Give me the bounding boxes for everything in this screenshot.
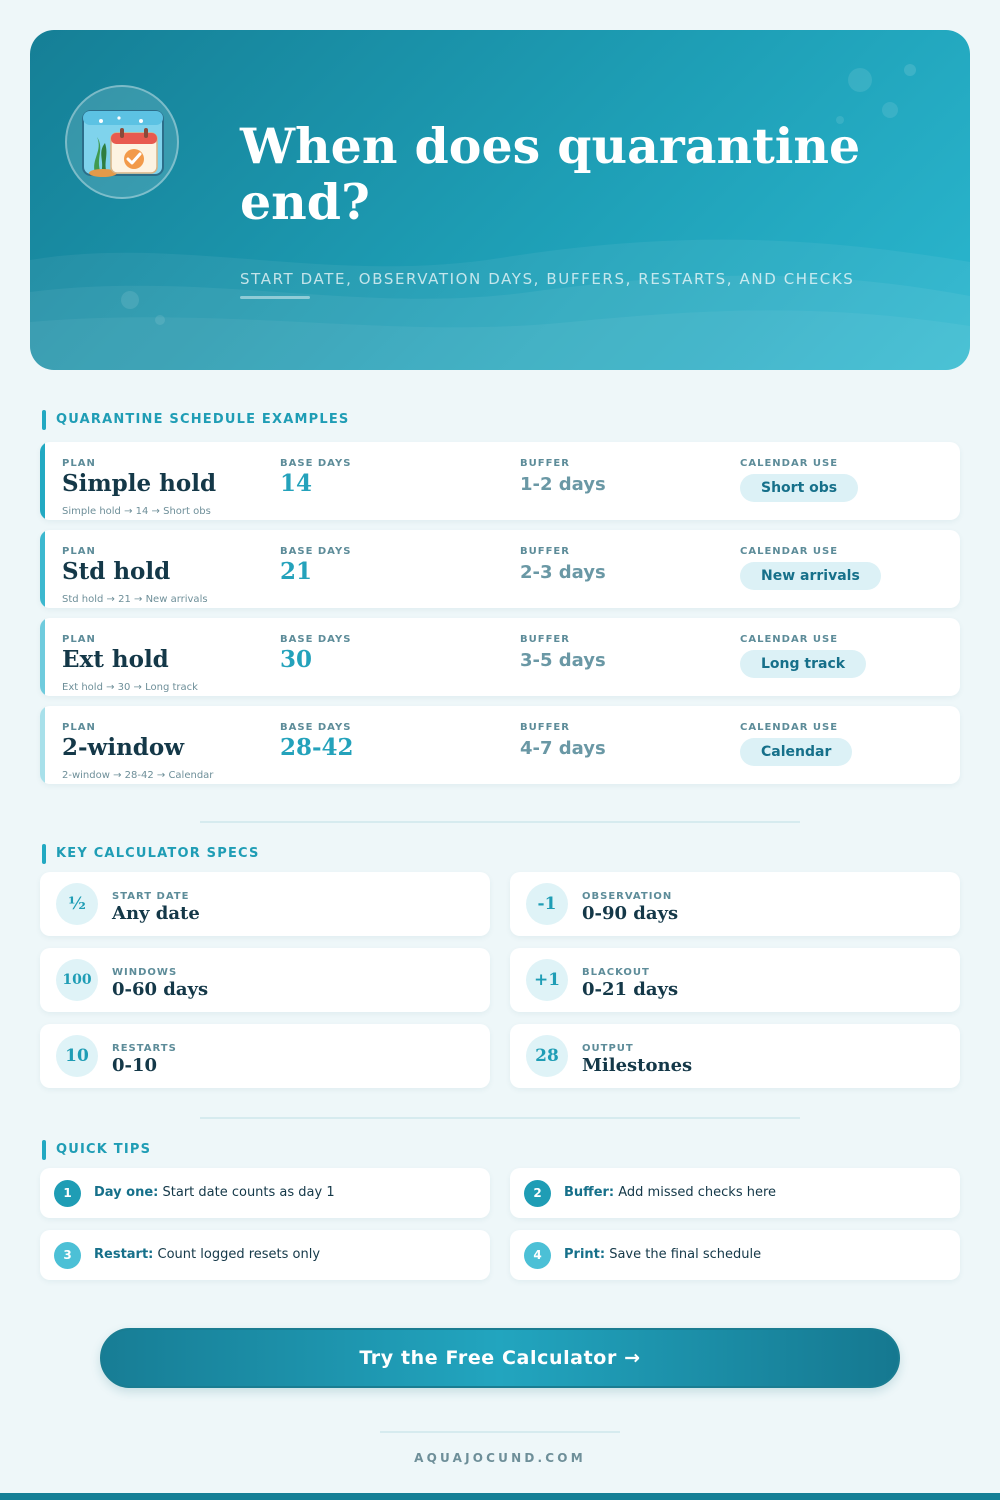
spec-value: 0-90 days	[582, 903, 679, 924]
spec-badge: -1	[526, 883, 568, 925]
spec-card	[510, 872, 960, 936]
footer-site-link[interactable]: AQUAJOCUND.COM	[414, 1451, 586, 1465]
tip-card	[40, 1230, 490, 1280]
spec-badge: ½	[56, 883, 98, 925]
spec-label: WINDOWS	[112, 967, 178, 978]
row-accent-bar	[40, 618, 45, 696]
title-underline	[240, 296, 310, 299]
divider	[200, 1117, 800, 1119]
tip-text	[94, 1247, 320, 1262]
plan-caption: 2-window → 28-42 → Calendar	[62, 770, 214, 781]
tip-title: Print:	[564, 1247, 606, 1262]
plan-column-label: PLAN	[62, 634, 96, 645]
spec-label: START DATE	[112, 891, 190, 902]
bottom-bar	[0, 1493, 1000, 1500]
spec-value: 0-60 days	[112, 979, 209, 1000]
plan-name: 2-window	[62, 734, 185, 761]
spec-badge: 100	[56, 959, 98, 1001]
plan-name: Ext hold	[62, 646, 169, 673]
divider	[200, 821, 800, 823]
plan-column-label: PLAN	[62, 546, 96, 557]
plan-row	[40, 618, 960, 696]
calendar-use-pill: Short obs	[740, 474, 858, 502]
tip-body: Count logged resets only	[153, 1247, 321, 1262]
schedule-heading: QUARANTINE SCHEDULE EXAMPLES	[42, 410, 349, 430]
plan-caption: Simple hold → 14 → Short obs	[62, 506, 211, 517]
calendar-use-pill: New arrivals	[740, 562, 881, 590]
spec-badge: 28	[526, 1035, 568, 1077]
buffer-value: 3-5 days	[520, 650, 606, 671]
spec-value: Any date	[112, 903, 200, 924]
tip-title: Restart:	[94, 1247, 154, 1262]
tip-body: Save the final schedule	[605, 1247, 762, 1262]
plan-name: Std hold	[62, 558, 171, 585]
spec-label: RESTARTS	[112, 1043, 177, 1054]
tip-title: Day one:	[94, 1185, 159, 1200]
buffer-column-label: BUFFER	[520, 722, 570, 733]
hero-banner	[30, 30, 970, 370]
tip-card	[510, 1230, 960, 1280]
calendar-use-column-label: CALENDAR USE	[740, 722, 839, 733]
plan-caption: Std hold → 21 → New arrivals	[62, 594, 208, 605]
buffer-column-label: BUFFER	[520, 458, 570, 469]
spec-label: OUTPUT	[582, 1043, 634, 1054]
spec-badge: 10	[56, 1035, 98, 1077]
buffer-value: 1-2 days	[520, 474, 606, 495]
tip-body: Add missed checks here	[614, 1185, 777, 1200]
try-calculator-button[interactable]: Try the Free Calculator →	[100, 1328, 900, 1388]
buffer-column-label: BUFFER	[520, 546, 570, 557]
row-accent-bar	[40, 442, 45, 520]
specs-heading: KEY CALCULATOR SPECS	[42, 844, 260, 864]
row-accent-bar	[40, 706, 45, 784]
page-title: When does quarantine end?	[240, 117, 861, 231]
spec-value: Milestones	[582, 1055, 693, 1076]
calendar-use-column-label: CALENDAR USE	[740, 634, 839, 645]
spec-card	[510, 1024, 960, 1088]
tips-heading: QUICK TIPS	[42, 1140, 151, 1160]
spec-value: 0-10	[112, 1055, 158, 1076]
plan-row	[40, 706, 960, 784]
tip-text	[94, 1185, 335, 1200]
calendar-use-column-label: CALENDAR USE	[740, 458, 839, 469]
footer-divider	[380, 1431, 620, 1433]
spec-card	[40, 948, 490, 1012]
calendar-use-column-label: CALENDAR USE	[740, 546, 839, 557]
calendar-use-pill: Long track	[740, 650, 866, 678]
page-subtitle: START DATE, OBSERVATION DAYS, BUFFERS, RESTARTS, AND CHECKS	[240, 270, 855, 288]
base-days-value: 30	[280, 646, 313, 673]
plan-column-label: PLAN	[62, 722, 96, 733]
tip-number-badge: 1	[54, 1180, 81, 1207]
buffer-column-label: BUFFER	[520, 634, 570, 645]
plan-row	[40, 530, 960, 608]
base-days-value: 21	[280, 558, 313, 585]
tip-title: Buffer:	[564, 1185, 615, 1200]
spec-card	[40, 1024, 490, 1088]
tip-number-badge: 4	[524, 1242, 551, 1269]
aquarium-calendar-icon	[65, 85, 179, 199]
plan-name: Simple hold	[62, 470, 217, 497]
base-days-column-label: BASE DAYS	[280, 546, 352, 557]
row-accent-bar	[40, 530, 45, 608]
base-days-column-label: BASE DAYS	[280, 634, 352, 645]
tip-text	[564, 1247, 761, 1262]
base-days-column-label: BASE DAYS	[280, 458, 352, 469]
spec-label: BLACKOUT	[582, 967, 650, 978]
buffer-value: 4-7 days	[520, 738, 606, 759]
spec-label: OBSERVATION	[582, 891, 673, 902]
buffer-value: 2-3 days	[520, 562, 606, 583]
tip-number-badge: 3	[54, 1242, 81, 1269]
plan-column-label: PLAN	[62, 458, 96, 469]
spec-badge: +1	[526, 959, 568, 1001]
tip-number-badge: 2	[524, 1180, 551, 1207]
calendar-use-pill: Calendar	[740, 738, 852, 766]
spec-card	[40, 872, 490, 936]
spec-card	[510, 948, 960, 1012]
base-days-value: 14	[280, 470, 313, 497]
tip-card	[510, 1168, 960, 1218]
base-days-value: 28-42	[280, 734, 354, 761]
base-days-column-label: BASE DAYS	[280, 722, 352, 733]
tip-text	[564, 1185, 776, 1200]
spec-value: 0-21 days	[582, 979, 679, 1000]
tip-card	[40, 1168, 490, 1218]
plan-caption: Ext hold → 30 → Long track	[62, 682, 198, 693]
tip-body: Start date counts as day 1	[158, 1185, 335, 1200]
plan-row	[40, 442, 960, 520]
